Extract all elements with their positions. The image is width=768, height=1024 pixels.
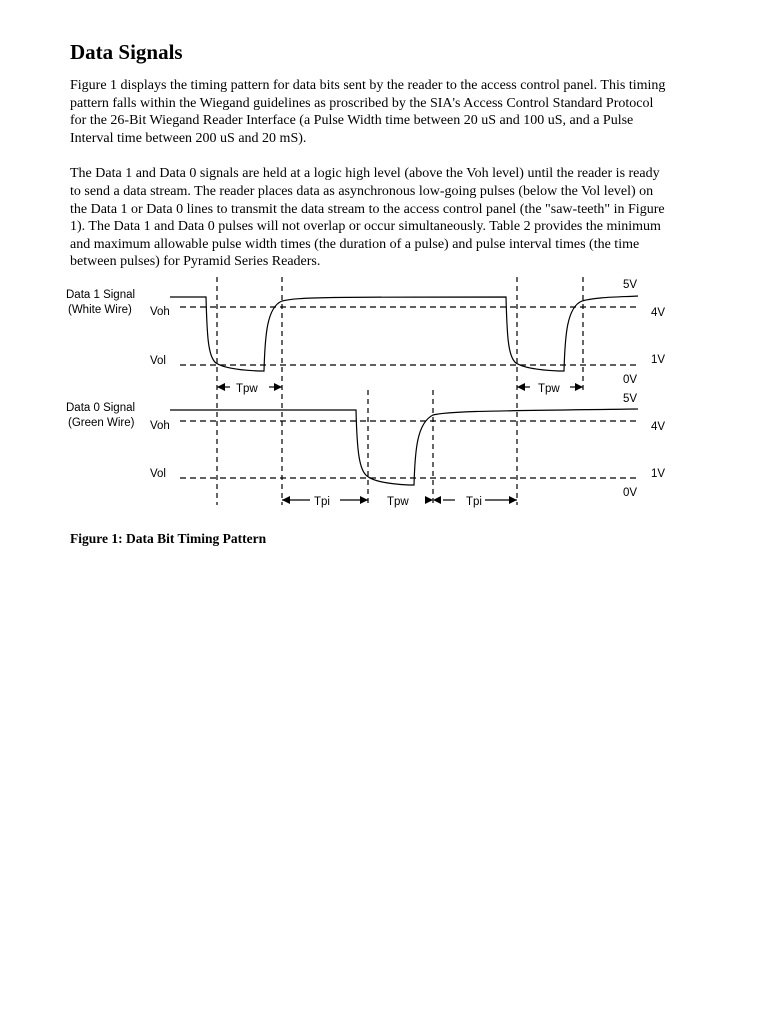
level-1v-data1: 1V xyxy=(651,354,666,366)
page-title: Data Signals xyxy=(70,40,183,64)
data0-label-line2: (Green Wire) xyxy=(68,417,135,429)
arrowhead xyxy=(575,383,583,391)
arrowhead xyxy=(509,496,517,504)
paragraph-signals: The Data 1 and Data 0 signals are held at a logic high level (above the Voh level) until the reader is ready to send a data stream. The reader places data as asynchronous low-going pulses (below the Vol level) on the Data 1 or Data 0 lines to transmit the data stream to the access control panel (the "saw-teeth" in Figure 1). The Data 1 and Data 0 pulses will not overlap or occur simultaneously. Table 2 provides the minimum and maximum allowable pulse width times (the duration of a pulse) and pulse interval times (the time between pulses) for Pyramid Series Readers. xyxy=(70,166,665,270)
tpw-label: Tpw xyxy=(538,383,560,395)
arrowhead xyxy=(517,383,525,391)
level-4v-data1: 4V xyxy=(651,307,666,319)
level-0v-data0: 0V xyxy=(623,487,638,499)
data1-label-line1: Data 1 Signal xyxy=(66,289,136,301)
level-0v-data1: 0V xyxy=(623,374,638,386)
vol-label-data0: Vol xyxy=(150,468,166,480)
paragraph-intro: Figure 1 displays the timing pattern for data bits sent by the reader to the access control panel. This timing pattern falls within the Wiegand guidelines as proscribed by the SIA's Access Control Standard Protocol for the 26-Bit Wiegand Reader Interface (a Pulse Width time between 20 uS and 100 uS, and a Pulse Interval time between 200 uS and 20 mS). xyxy=(70,78,666,146)
arrowhead xyxy=(425,496,433,504)
tpw-label: Tpw xyxy=(236,383,258,395)
data1-label-line2: (White Wire) xyxy=(68,304,132,316)
voh-label-data1: Voh xyxy=(150,306,170,318)
tpw-label: Tpw xyxy=(387,496,409,508)
tpi-label: Tpi xyxy=(314,496,330,508)
document-page xyxy=(70,40,670,289)
arrowhead xyxy=(282,496,290,504)
arrowhead xyxy=(360,496,368,504)
level-4v-data0: 4V xyxy=(651,421,666,433)
level-1v-data0: 1V xyxy=(651,468,666,480)
voh-label-data0: Voh xyxy=(150,420,170,432)
arrowhead xyxy=(217,383,225,391)
arrowhead xyxy=(433,496,441,504)
data0-label-line1: Data 0 Signal xyxy=(66,402,136,414)
arrowhead xyxy=(274,383,282,391)
timing-diagram xyxy=(60,275,666,515)
tpi-label: Tpi xyxy=(466,496,482,508)
figure-caption: Figure 1: Data Bit Timing Pattern xyxy=(70,531,267,546)
level-5v-data1: 5V xyxy=(623,279,638,291)
vol-label-data1: Vol xyxy=(150,355,166,367)
level-5v-data0: 5V xyxy=(623,393,638,405)
